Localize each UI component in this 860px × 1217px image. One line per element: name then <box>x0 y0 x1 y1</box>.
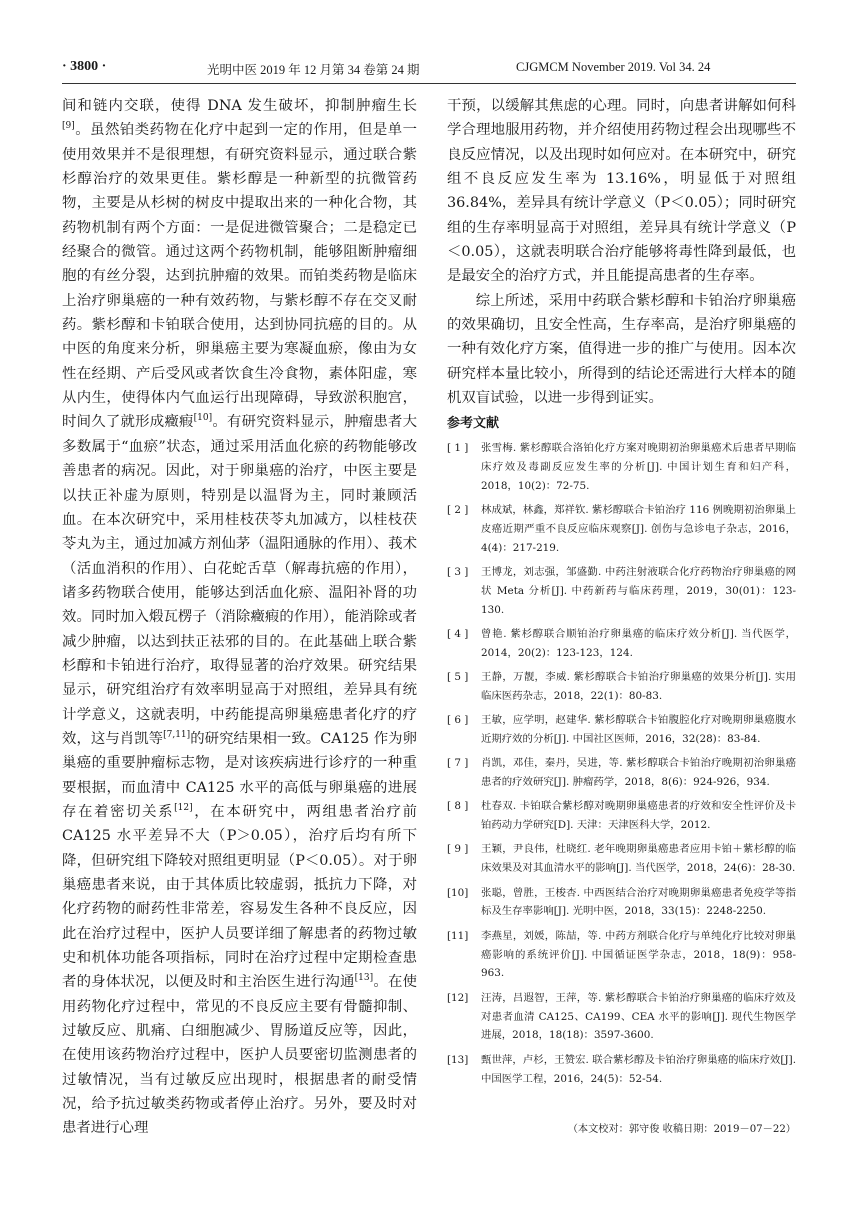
reference-number: [13] <box>447 1053 469 1066</box>
reference-text: 王静，万靓，李威. 紫杉醇联合卡铂治疗卵巢癌的效果分析[J]. 实用临床医药杂志，2018，22(1)：80-83. <box>481 670 796 702</box>
reference-item <box>447 668 796 706</box>
reference-item <box>447 797 796 835</box>
reference-number: [10] <box>447 886 469 899</box>
reference-number: [ 5 ] <box>447 670 469 683</box>
reference-number: [ 6 ] <box>447 714 469 727</box>
citation-marker: [7,11] <box>163 730 191 741</box>
reference-number: [ 2 ] <box>447 503 469 516</box>
editorial-note: （本文校对：郭守俊 收稿日期：2019－07－22） <box>567 1124 796 1135</box>
reference-text: 曾艳. 紫杉醇联合顺铂治疗卵巢癌的临床疗效分析[J]. 当代医学，2014，20(2)：123-123，124. <box>481 627 796 659</box>
citation-marker: [10] <box>193 413 213 424</box>
references-heading: 参考文献 <box>447 416 500 432</box>
reference-text: 林成斌，林鑫，郑祥钦. 紫杉醇联合卡铂治疗 116 例晚期初治卵巢上皮癌近期严重不良反应临床观察[J]. 创伤与急诊电子杂志，2016，4(4)：217-219. <box>481 503 796 554</box>
reference-item <box>447 439 796 496</box>
reference-number: [ 3 ] <box>447 565 469 578</box>
reference-number: [12] <box>447 991 469 1004</box>
reference-item <box>447 711 796 749</box>
citation-marker: [13] <box>354 973 374 984</box>
reference-text: 王博龙，刘志强，邹盛勤. 中药注射液联合化疗药物治疗卵巢癌的网状 Meta 分析[J]. 中药新药与临床药理，2019，30(01)：123-130. <box>481 565 796 616</box>
reference-item <box>447 927 796 984</box>
reference-list <box>447 439 796 1089</box>
reference-text: 杜春双. 卡铂联合紫杉醇对晚期卵巢癌患者的疗效和安全性评价及卡铂药动力学研究[D]. 天津：天津医科大学，2012. <box>481 800 796 832</box>
running-header <box>62 59 796 84</box>
reference-item <box>447 501 796 558</box>
reference-item <box>447 989 796 1046</box>
reference-number: [ 9 ] <box>447 843 469 856</box>
citation-marker: [9] <box>62 121 75 132</box>
reference-item <box>447 754 796 792</box>
reference-number: [ 8 ] <box>447 800 469 813</box>
reference-item <box>447 625 796 663</box>
page-number: · 3800 · <box>62 59 107 74</box>
reference-text: 肖凯，邓佳，秦丹，吴进，等. 紫杉醇联合卡铂治疗晚期初治卵巢癌患者的疗效研究[J]. 肿瘤药学，2018，8(6)：924-926，934. <box>481 757 796 789</box>
discussion-paragraph <box>62 94 417 1141</box>
reference-text: 甄世萍，卢杉，王赞宏. 联合紫杉醇及卡铂治疗卵巢癌的临床疗效[J]. 中国医学工程，2016，24(5)：52-54. <box>481 1053 796 1085</box>
reference-item <box>447 840 796 878</box>
conclusion-paragraph: 综上所述，采用中药联合紫杉醇和卡铂治疗卵巢癌的效果确切，且安全性高，生存率高，是治疗卵巢癌的一种有效化疗方案，值得进一步的推广与使用。因本次研究样本量比较小，所得到的结论还需进行大样本的随机双盲试验，以进一步得到证实。 <box>447 292 796 407</box>
text-run: 的研究结果相一致。CA125 作为卵巢癌的重要肿瘤标志物，是对该疾病进行诊疗的一种重要根据，而血清中 CA125 水平的高低与卵巢癌的进展存在着密切关系 <box>62 730 417 820</box>
reference-text: 张雪梅. 紫杉醇联合洛铂化疗方案对晚期初治卵巢癌术后患者早期临床疗效及毒副反应发生率的分析[J]. 中国计划生育和妇产科，2018，10(2)：72-75. <box>481 441 796 492</box>
reference-text: 王敏，应学明，赵建华. 紫杉醇联合卡铂腹腔化疗对晚期卵巢癌腹水近期疗效的分析[J]. 中国社区医师，2016，32(28)：83-84. <box>481 714 796 745</box>
citation-marker: [12] <box>174 803 193 814</box>
reference-number: [ 1 ] <box>447 441 469 454</box>
reference-number: [ 7 ] <box>447 757 469 770</box>
reference-text: 汪涛，吕遐智，王萍，等. 紫杉醇联合卡铂治疗卵巢癌的临床疗效及对患者血清 CA125、CA199、CEA 水平的影响[J]. 现代生物医学进展，2018，18(18)：3597-3600. <box>481 991 796 1042</box>
reference-number: [11] <box>447 929 469 942</box>
text-run: ，在本研究中，两组患者治疗前 CA125 水平差异不大（P＞0.05），治疗后均有所下降，但研究组下降较对照组更明显（P＜0.05）。对于卵巢癌患者来说，由于其体质比较虚弱，抵抗力下降，对化疗药物的耐药性非常差，容易发生各种不良反应，因此在治疗过程中，医护人员要详细了解患者的药物过敏史和机体功能各项指标，同时在治疗过程中定期检查患者的身体状况，以便及时和主治医生进行沟通 <box>62 803 417 991</box>
text-run: 。在使用药物化疗过程中，常见的不良反应主要有骨髓抑制、过敏反应、肌痛、白细胞减少、胃肠道反应等，因此，在使用该药物治疗过程中，医护人员要密切监测患者的过敏情况，当有过敏反应出现时，根据患者的耐受情况，给予抗过敏类药物或者停止治疗。另外，要及时对患者进行心理 <box>62 974 417 1137</box>
text-run: 。有研究资料显示，肿瘤患者大多数属于“血瘀”状态，通过采用活血化瘀的药物能够改善患者的病况。因此，对于卵巢癌的治疗，中医主要是以扶正补虚为原则，特别是以温肾为主，同时兼顾活血。在本次研究中，采用桂枝茯苓丸加减方，以桂枝茯苓丸为主，通过加减方剂仙茅（温阳通脉的作用）、莪术（活血消积的作用）、白花蛇舌草（解毒抗癌的作用），诸多药物联合使用，能够达到活血化瘀、温阳补肾的功效。同时加入煅瓦楞子（消除癥瘕的作用），能消除或者减少肿瘤，以达到扶正祛邪的目的。在此基础上联合紫杉醇和卡铂进行治疗，取得显著的治疗效果。研究结果显示，研究组治疗有效率明显高于对照组，差异具有统计学意义，这就表明，中药能提高卵巢癌患者化疗的疗效，这与肖凯等 <box>62 414 417 747</box>
reference-text: 张聪，曾胜，王梭杏. 中西医结合治疗对晚期卵巢癌患者免疫学等指标及生存率影响[J]. 光明中医，2018，33(15)：2248-2250. <box>481 886 796 918</box>
right-column <box>447 94 796 1094</box>
journal-info-cn: 光明中医 2019 年 12 月第 34 卷第 24 期 <box>207 63 420 77</box>
reference-text: 王颖，尹良伟，杜晓红. 老年晚期卵巢癌患者应用卡铂＋紫杉醇的临床效果及对其血清水平的影响[J]. 当代医学，2018，24(6)：28-30. <box>481 843 796 875</box>
reference-item <box>447 1051 796 1089</box>
reference-item <box>447 884 796 922</box>
reference-text: 李燕星，刘媛，陈喆，等. 中药方剂联合化疗与单纯化疗比较对卵巢癌影响的系统评价[J]. 中国循证医学杂志，2018，18(9)：958-963. <box>481 929 796 980</box>
text-run: 间和链内交联，使得 DNA 发生破坏，抑制肿瘤生长 <box>62 98 417 114</box>
left-column <box>62 94 417 1141</box>
journal-info-en: CJGMCM November 2019. Vol 34. 24 <box>516 60 711 74</box>
discussion-continuation: 干预，以缓解其焦虑的心理。同时，向患者讲解如何科学合理地服用药物，并介绍使用药物过程会出现哪些不良反应情况，以及出现时如何应对。在本研究中，研究组不良反应发生率为 13.16%，明显低于对照组 36.84%，差异具有统计学意义（P＜0.05）；同时研究组的生存率明显高于对照组，差异具有统计学意义（P＜0.05），这就表明联合治疗能够将毒性降到最低，也是最安全的治疗方式，并且能提高患者的生存率。 <box>447 98 796 285</box>
text-run: 。虽然铂类药物在化疗中起到一定的作用，但是单一使用效果并不是很理想，有研究资料显示，通过联合紫杉醇治疗的效果更佳。紫杉醇是一种新型的抗微管药物，主要是从杉树的树皮中提取出来的一种化合物，其药物机制有两个方面：一是促进微管聚合；二是稳定已经聚合的微管。通过这两个药物机制，能够阻断肿瘤细胞的有丝分裂，达到抗肿瘤的效果。而铂类药物是临床上治疗卵巢癌的一种有效药物，与紫杉醇不存在交叉耐药。紫杉醇和卡铂联合使用，达到协同抗癌的目的。从中医的角度来分析，卵巢癌主要为寒凝血瘀，像由为女性在经期、产后受风或者饮食生冷食物，素体阳虚，寒从内生，使得体内气血运行出现障碍，导致淤积胞宫，时间久了就形成癥瘕 <box>62 122 417 431</box>
reference-number: [ 4 ] <box>447 627 469 640</box>
reference-item <box>447 563 796 620</box>
